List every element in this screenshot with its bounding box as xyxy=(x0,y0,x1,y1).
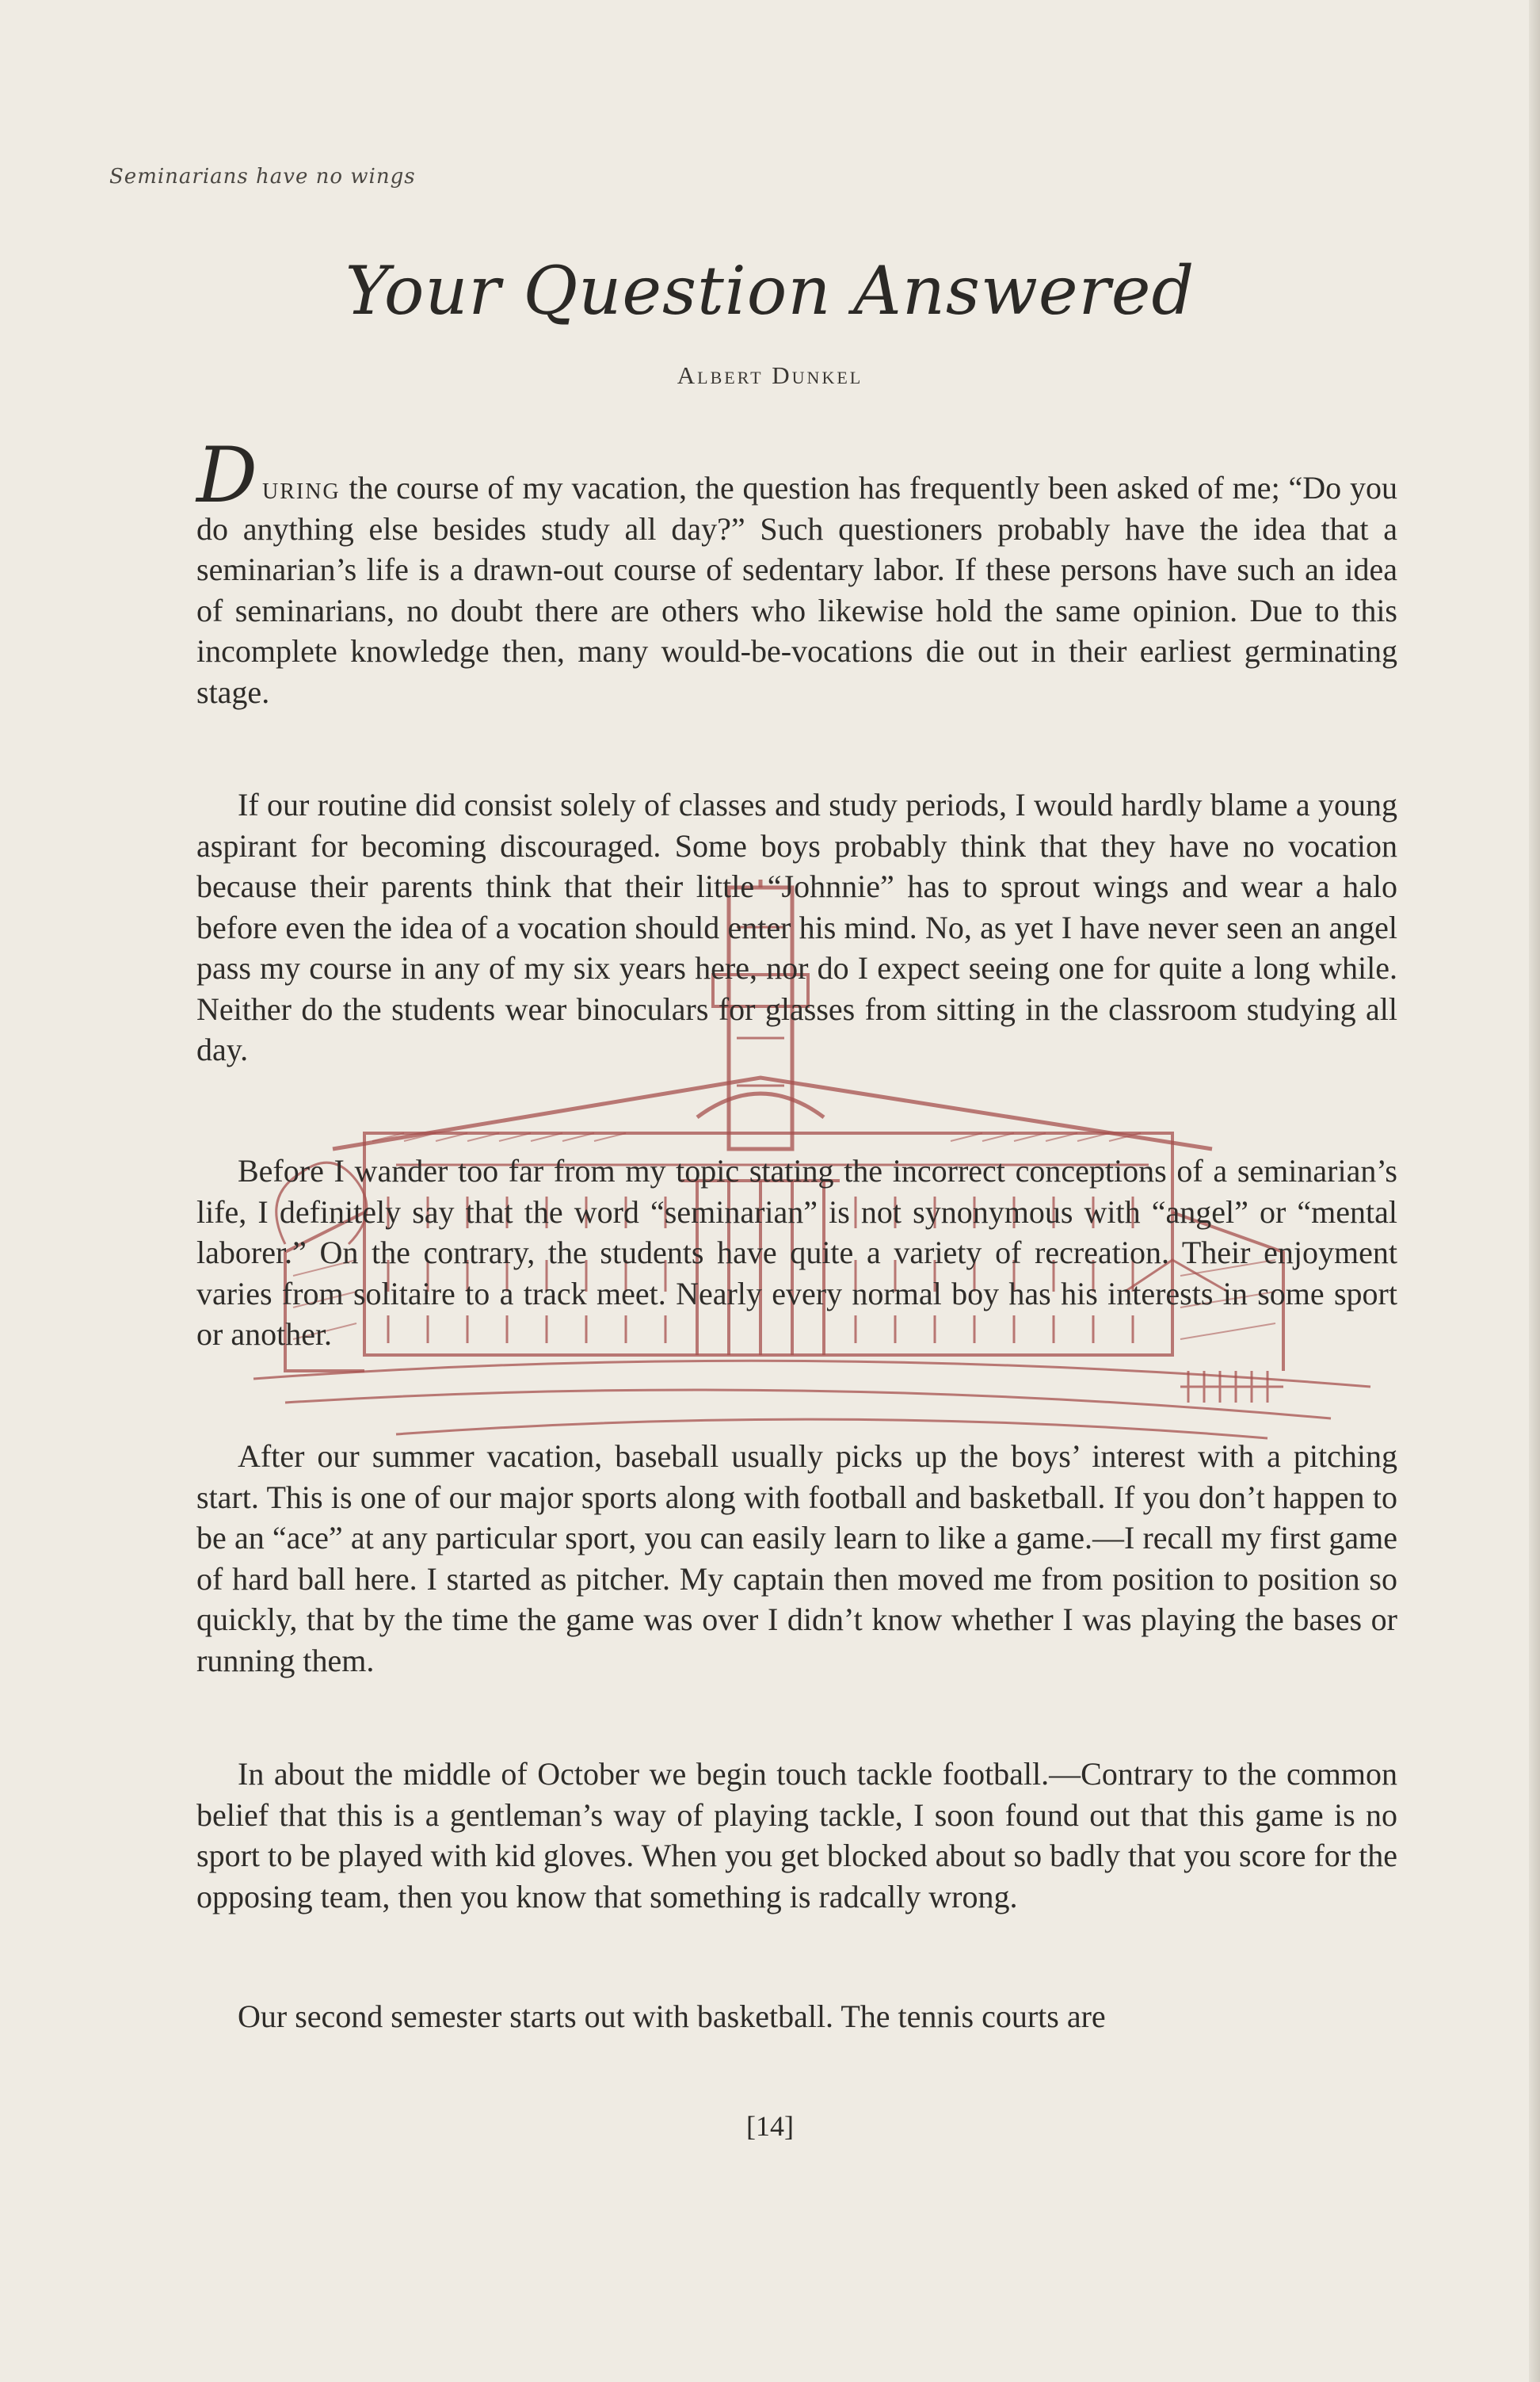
paragraph-4: After our summer vacation, baseball usually picks up the boys’ interest with a pitching start. This is one of our major sports along with football and basketball. If you don’t happen to be an “ace” at any particular sport, you can easily learn to like a game.—I recall my first game of hard ball here. I started as pitcher. My captain then moved me from position to position so quickly, that by the time the game was over I didn’t know whether I was playing the bases or running them. xyxy=(196,1438,1397,1678)
paragraph-1 xyxy=(196,431,1397,712)
paragraph-1-text: the course of my vacation, the question has frequently been asked of me; “Do you do anything else besides study all day?” Such questioners probably have the idea that a seminarian’s life is a drawn-out course of sedentary labor. If these persons have such an idea of seminarians, no doubt there are others who likewise hold the same opinion. Due to this incomplete knowledge then, many would-be-vocations die out in their earliest germinating stage. xyxy=(196,470,1397,710)
article-title: Your Question Answered xyxy=(345,252,1195,330)
cupola xyxy=(697,1094,824,1117)
page-number: [14] xyxy=(746,2110,794,2142)
paragraph-6: Our second semester starts out with basketball. The tennis courts are xyxy=(238,1998,1106,2034)
paragraph-5: In about the middle of October we begin touch tackle football.—Contrary to the common belief that this is a gentleman’s way of playing tackle, I soon found out that this game is no sport to be played with kid gloves. When you get blocked about so badly that you score for the opposing team, then you know that something is radcally wrong. xyxy=(196,1756,1397,1914)
drop-cap: D xyxy=(196,431,257,520)
running-head: Seminarians have no wings xyxy=(109,165,416,189)
lead-word: uring xyxy=(261,470,341,506)
article-author: Albert Dunkel xyxy=(677,361,863,389)
paragraph-2: If our routine did consist solely of classes and study periods, I would hardly blame a young aspirant for becoming discouraged. Some boys probably think that they have no vocation because their parents think that their little “Johnnie” has to sprout wings and wear a halo before even the idea of a vocation should enter his mind. No, as yet I have never seen an angel pass my course in any of my six years here, nor do I expect seeing one for quite a long while. Neither do the students wear binoculars for glasses from sitting in the classroom studying all day. xyxy=(196,787,1397,1067)
page-edge xyxy=(1529,0,1540,2382)
paragraph-3: Before I wander too far from my topic stating the incorrect conceptions of a seminarian’s life, I definitely say that the word “seminarian” is not synonymous with “angel” or “mental laborer.” On the contrary, the students have quite a variety of recreation. Their enjoyment varies from solitaire to a track meet. Nearly every normal boy has his interests in some sport or another. xyxy=(196,1153,1397,1352)
